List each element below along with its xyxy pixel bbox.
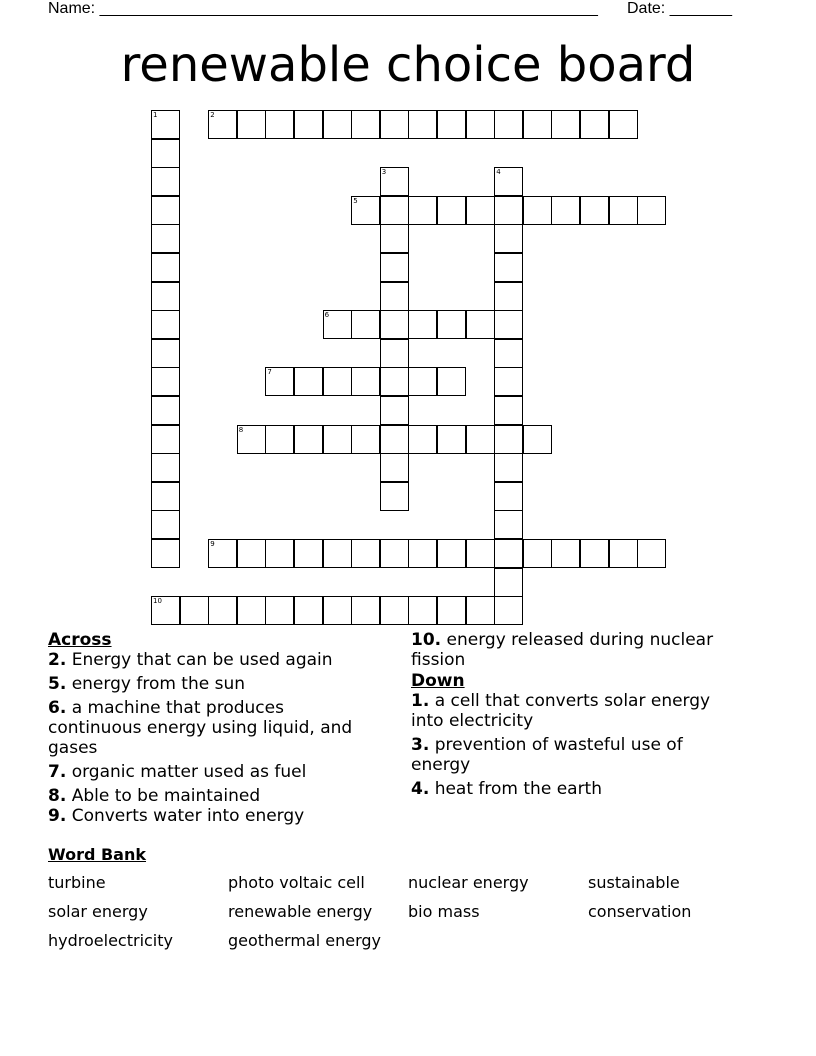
crossword-cell[interactable] — [294, 539, 323, 568]
clue-across-9 — [48, 806, 378, 826]
crossword-cell[interactable] — [151, 139, 180, 168]
clue-number: 7. — [48, 762, 67, 782]
word-bank-item: conservation — [588, 902, 692, 921]
crossword-cell[interactable] — [265, 110, 294, 139]
cell-number: 4 — [496, 168, 501, 177]
word-bank-item: hydroelectricity — [48, 931, 173, 950]
crossword-cell[interactable] — [151, 167, 180, 196]
crossword-cell[interactable] — [151, 539, 180, 568]
clue-text: Converts water into energy — [71, 806, 305, 826]
crossword-cell[interactable] — [208, 539, 237, 568]
word-bank-item: solar energy — [48, 902, 148, 921]
crossword-cell[interactable] — [637, 196, 666, 225]
crossword-cell[interactable] — [351, 110, 380, 139]
clue-number: 6. — [48, 698, 67, 718]
clues-left-column — [48, 630, 378, 830]
clue-number: 3. — [411, 735, 430, 755]
down-heading: Down — [411, 671, 465, 691]
crossword-cell[interactable] — [408, 110, 437, 139]
crossword-cell[interactable] — [580, 110, 609, 139]
crossword-cell[interactable] — [494, 367, 523, 396]
crossword-cell[interactable] — [494, 539, 523, 568]
crossword-cell[interactable] — [294, 367, 323, 396]
crossword-cell[interactable] — [380, 253, 409, 282]
crossword-cell[interactable] — [380, 396, 409, 425]
crossword-cell[interactable] — [351, 539, 380, 568]
crossword-cell[interactable] — [494, 510, 523, 539]
crossword-cell[interactable] — [265, 539, 294, 568]
crossword-cell[interactable] — [494, 224, 523, 253]
crossword-cell[interactable] — [466, 310, 495, 339]
crossword-cell[interactable] — [494, 110, 523, 139]
clue-number: 10. — [411, 630, 442, 650]
crossword-cell[interactable] — [637, 539, 666, 568]
crossword-cell[interactable] — [180, 596, 209, 625]
crossword-cell[interactable] — [380, 367, 409, 396]
crossword-cell[interactable] — [437, 310, 466, 339]
crossword-cell[interactable] — [323, 110, 352, 139]
crossword-cell[interactable] — [551, 539, 580, 568]
crossword-cell[interactable] — [351, 425, 380, 454]
cell-number: 7 — [267, 368, 272, 377]
crossword-cell[interactable] — [151, 425, 180, 454]
clues-right-column — [411, 630, 731, 803]
word-bank-item: geothermal energy — [228, 931, 382, 950]
crossword-cell[interactable] — [323, 310, 352, 339]
crossword-cell[interactable] — [380, 310, 409, 339]
across-heading: Across — [48, 630, 112, 650]
crossword-cell[interactable] — [380, 196, 409, 225]
crossword-cell[interactable] — [380, 224, 409, 253]
clue-across-5 — [48, 674, 378, 694]
crossword-cell[interactable] — [380, 339, 409, 368]
crossword-cell[interactable] — [380, 453, 409, 482]
crossword-cell[interactable] — [523, 425, 552, 454]
clue-number: 9. — [48, 806, 67, 826]
cell-number: 5 — [353, 196, 358, 205]
crossword-cell[interactable] — [151, 196, 180, 225]
clue-text: a machine that produces continuous energy using liquid, and gases — [48, 698, 353, 758]
crossword-cell[interactable] — [351, 367, 380, 396]
crossword-cell[interactable] — [380, 596, 409, 625]
crossword-cell[interactable] — [151, 224, 180, 253]
crossword-cell[interactable] — [437, 196, 466, 225]
crossword-cell[interactable] — [237, 596, 266, 625]
word-bank-item: photo voltaic cell — [228, 873, 365, 892]
clue-number: 2. — [48, 650, 67, 670]
clue-across-6 — [48, 698, 378, 758]
clue-across-10 — [411, 630, 731, 670]
crossword-cell[interactable] — [265, 367, 294, 396]
clue-text: organic matter used as fuel — [71, 762, 307, 782]
crossword-cell[interactable] — [294, 425, 323, 454]
page-title: renewable choice board — [120, 37, 696, 93]
word-bank-item: nuclear energy — [408, 873, 529, 892]
crossword-cell[interactable] — [408, 367, 437, 396]
clue-number: 5. — [48, 674, 67, 694]
cell-number: 10 — [153, 597, 162, 606]
crossword-cell[interactable] — [380, 167, 409, 196]
crossword-cell[interactable] — [237, 539, 266, 568]
word-bank-item: bio mass — [408, 902, 480, 921]
clue-down-1 — [411, 691, 731, 731]
clue-text: a cell that converts solar energy into electricity — [411, 691, 711, 731]
crossword-cell[interactable] — [151, 282, 180, 311]
crossword-cell[interactable] — [437, 425, 466, 454]
crossword-cell[interactable] — [580, 196, 609, 225]
crossword-cell[interactable] — [323, 596, 352, 625]
crossword-cell[interactable] — [494, 167, 523, 196]
word-bank — [48, 845, 768, 951]
cell-number: 8 — [238, 425, 244, 434]
crossword-cell[interactable] — [237, 425, 266, 454]
crossword-cell[interactable] — [265, 596, 294, 625]
crossword-cell[interactable] — [466, 196, 495, 225]
word-bank-item: turbine — [48, 873, 106, 892]
crossword-cell[interactable] — [437, 367, 466, 396]
crossword-cell[interactable] — [466, 110, 495, 139]
crossword-cell[interactable] — [609, 196, 638, 225]
crossword-cell[interactable] — [151, 253, 180, 282]
clue-number: 4. — [411, 779, 430, 799]
crossword-cell[interactable] — [494, 482, 523, 511]
crossword-cell[interactable] — [323, 425, 352, 454]
crossword-cell[interactable] — [466, 539, 495, 568]
crossword-cell[interactable] — [494, 425, 523, 454]
clue-text: energy from the sun — [71, 674, 246, 694]
crossword-cell[interactable] — [437, 596, 466, 625]
crossword-cell[interactable] — [523, 110, 552, 139]
word-bank-title: Word Bank — [48, 845, 147, 864]
crossword-cell[interactable] — [408, 596, 437, 625]
crossword-cell[interactable] — [323, 367, 352, 396]
crossword-cell[interactable] — [151, 310, 180, 339]
crossword-cell[interactable] — [494, 596, 523, 625]
crossword-cell[interactable] — [408, 196, 437, 225]
crossword-cell[interactable] — [551, 110, 580, 139]
cell-number: 3 — [381, 168, 387, 177]
crossword-cell[interactable] — [408, 310, 437, 339]
crossword-cell[interactable] — [494, 339, 523, 368]
crossword-cell[interactable] — [437, 539, 466, 568]
crossword-cell[interactable] — [151, 482, 180, 511]
crossword-cell[interactable] — [408, 425, 437, 454]
crossword-cell[interactable] — [466, 596, 495, 625]
clue-text: Energy that can be used again — [71, 650, 333, 670]
crossword-cell[interactable] — [551, 196, 580, 225]
crossword-cell[interactable] — [151, 339, 180, 368]
crossword-cell[interactable] — [351, 196, 380, 225]
crossword-cell[interactable] — [208, 110, 237, 139]
clue-text: heat from the earth — [434, 779, 602, 799]
clue-across-7 — [48, 762, 378, 782]
clue-text: Able to be maintained — [71, 786, 261, 806]
crossword-cell[interactable] — [494, 568, 523, 597]
crossword-cell[interactable] — [151, 453, 180, 482]
cell-number: 1 — [153, 111, 158, 119]
crossword-cell[interactable] — [523, 539, 552, 568]
clue-down-4 — [411, 779, 731, 799]
clue-across-2 — [48, 650, 378, 670]
cell-number: 6 — [324, 311, 330, 320]
crossword-cell[interactable] — [494, 310, 523, 339]
word-bank-item: sustainable — [588, 873, 680, 892]
crossword-cell[interactable] — [408, 539, 437, 568]
crossword-cell[interactable] — [151, 110, 180, 139]
crossword-cell[interactable] — [351, 310, 380, 339]
crossword-cell[interactable] — [380, 539, 409, 568]
crossword-cell[interactable] — [380, 425, 409, 454]
crossword-cell[interactable] — [151, 396, 180, 425]
crossword-cell[interactable] — [294, 110, 323, 139]
crossword-cell[interactable] — [380, 282, 409, 311]
crossword-cell[interactable] — [380, 482, 409, 511]
crossword-cell[interactable] — [380, 110, 409, 139]
crossword-cell[interactable] — [237, 110, 266, 139]
crossword-cell[interactable] — [494, 453, 523, 482]
crossword-cell[interactable] — [494, 282, 523, 311]
clue-number: 1. — [411, 691, 430, 711]
crossword-cell[interactable] — [208, 596, 237, 625]
cell-number: 9 — [210, 540, 215, 548]
crossword-cell[interactable] — [609, 539, 638, 568]
crossword-cell[interactable] — [151, 367, 180, 396]
crossword-cell[interactable] — [494, 396, 523, 425]
crossword-cell[interactable] — [494, 196, 523, 225]
word-bank-item: renewable energy — [228, 902, 373, 921]
clue-across-8 — [48, 786, 378, 806]
crossword-cell[interactable] — [294, 596, 323, 625]
crossword-cell[interactable] — [151, 510, 180, 539]
name-line: Name: ________________________________________________________ — [48, 0, 598, 17]
date-line: Date: _______ — [627, 0, 732, 17]
cell-number: 2 — [210, 111, 215, 119]
crossword-cell[interactable] — [265, 425, 294, 454]
clue-text: energy released during nuclear fission — [411, 630, 714, 670]
crossword-cell[interactable] — [351, 596, 380, 625]
clue-number: 8. — [48, 786, 67, 806]
crossword-cell[interactable] — [580, 539, 609, 568]
crossword-cell[interactable] — [494, 253, 523, 282]
crossword-cell[interactable] — [437, 110, 466, 139]
word-bank-grid — [48, 873, 768, 951]
crossword-cell[interactable] — [151, 596, 180, 625]
crossword-cell[interactable] — [323, 539, 352, 568]
crossword-cell[interactable] — [466, 425, 495, 454]
clue-text: prevention of wasteful use of energy — [411, 735, 683, 775]
clue-down-3 — [411, 735, 731, 775]
crossword-cell[interactable] — [609, 110, 638, 139]
crossword-cell[interactable] — [523, 196, 552, 225]
